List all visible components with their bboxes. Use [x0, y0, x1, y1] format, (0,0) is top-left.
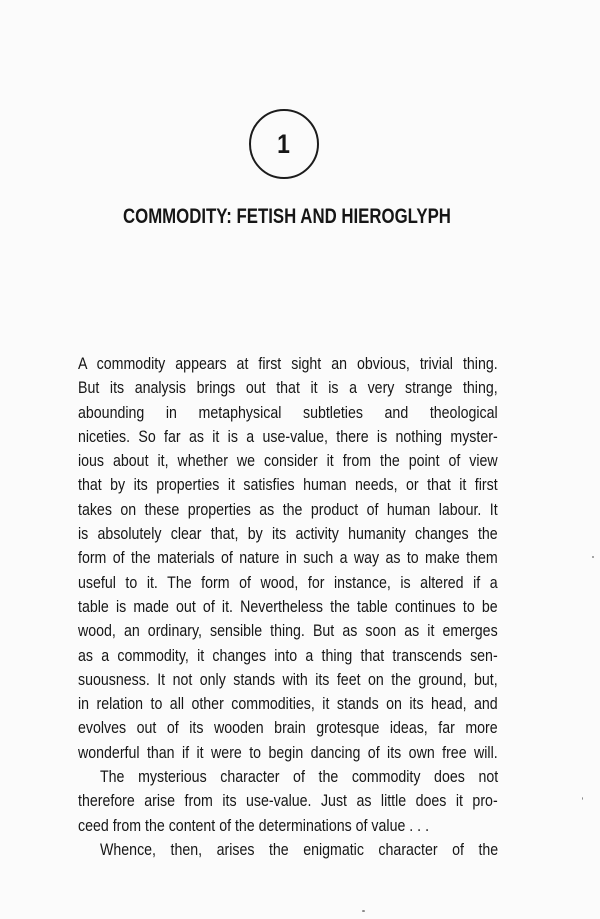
text-line: as a commodity, it changes into a thing that transcends sen- — [78, 646, 498, 665]
text-line: useful to it. The form of wood, for instance, is altered if a — [78, 573, 498, 592]
chapter-number-circle — [249, 109, 319, 179]
text-line: suousness. It not only stands with its feet on the ground, but, — [78, 670, 498, 689]
text-line: abounding in metaphysical subtleties and theological — [78, 403, 498, 422]
text-line: wood, an ordinary, sensible thing. But as soon as it emerges — [78, 622, 498, 641]
chapter-title — [0, 203, 573, 231]
text-line: therefore arise from its use-value. Just as little does it pro- — [78, 792, 498, 811]
paragraph-first-line: Whence, then, arises the enigmatic character of the — [100, 840, 499, 859]
text-line: form of the materials of nature in such a way as to make them — [78, 549, 498, 568]
paper-speck — [362, 910, 365, 912]
text-line: takes on these properties as the product of human labour. It — [78, 500, 498, 519]
text-line: niceties. So far as it is a use-value, there is nothing myster- — [78, 427, 498, 446]
paper-speck — [592, 556, 594, 558]
text-line: A commodity appears at first sight an obvious, trivial thing. — [78, 355, 498, 373]
paragraph-last-line: ceed from the content of the determinations of value . . . — [78, 816, 430, 835]
text-line: in relation to all other commodities, it stands on its head, and — [78, 695, 498, 714]
paragraph-first-line: The mysterious character of the commodity does not — [100, 768, 499, 787]
text-line: that by its properties it satisfies human needs, or that it first — [78, 476, 498, 495]
text-line: ious about it, whether we consider it from the point of view — [78, 452, 498, 471]
text-line: But its analysis brings out that it is a very strange thing, — [78, 379, 498, 398]
chapter-number: 1 — [277, 128, 291, 159]
text-line: evolves out of its wooden brain grotesque ideas, far more — [78, 719, 498, 738]
body-text — [78, 352, 498, 862]
text-line: table is made out of it. Nevertheless the table continues to be — [78, 597, 498, 616]
paper-speck — [582, 797, 583, 800]
chapter-title-text: COMMODITY: FETISH AND HIEROGLYPH — [122, 205, 451, 228]
text-line: wonderful than if it were to begin dancing of its own free will. — [78, 743, 498, 762]
text-line: is absolutely clear that, by its activity humanity changes the — [78, 525, 498, 544]
